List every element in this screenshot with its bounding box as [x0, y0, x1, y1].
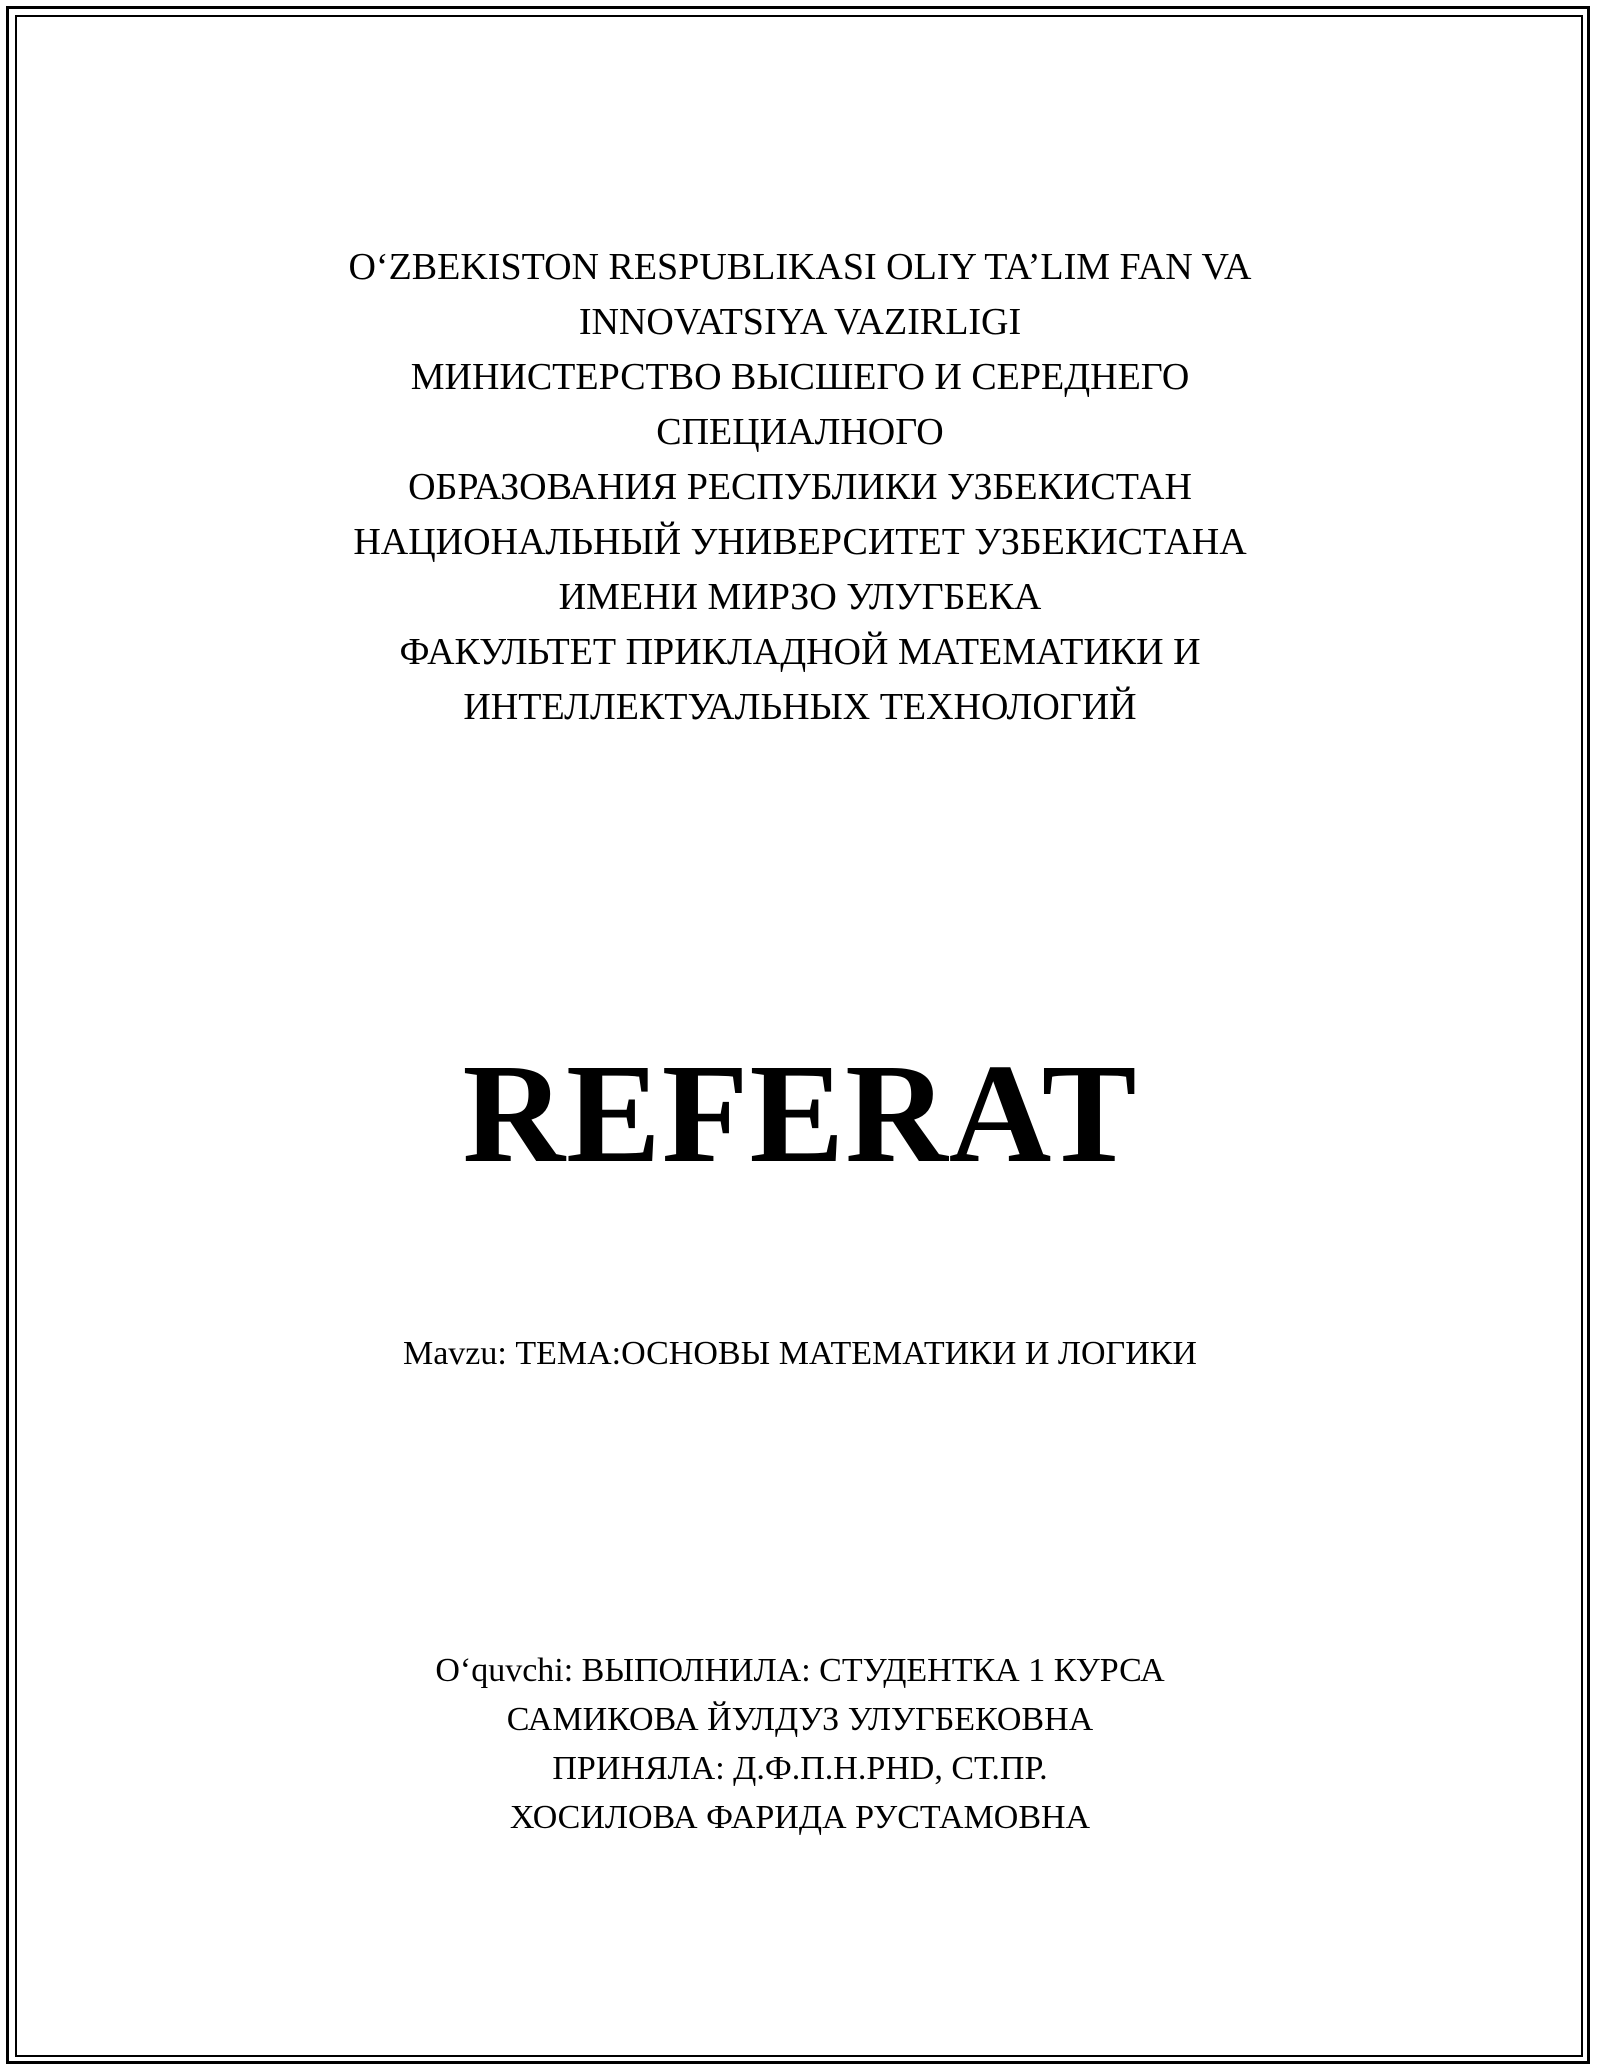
header-line: ИМЕНИ МИРЗО УЛУГБЕКА — [558, 576, 1042, 618]
author-line: ПРИНЯЛА: Д.Ф.П.Н.PHD, СТ.ПР. — [552, 1750, 1048, 1787]
header-line: ИНТЕЛЛЕКТУАЛЬНЫХ ТЕХНОЛОГИЙ — [463, 686, 1137, 728]
header-line: МИНИСТЕРСТВО ВЫСШЕГО И СЕРЕДНЕГО — [410, 356, 1190, 398]
header-line: НАЦИОНАЛЬНЫЙ УНИВЕРСИТЕТ УЗБЕКИСТАНА — [353, 521, 1247, 563]
document-title: REFERAT — [462, 1034, 1138, 1192]
header-line: ФАКУЛЬТЕТ ПРИКЛАДНОЙ МАТЕМАТИКИ И — [399, 631, 1201, 673]
header-line: СПЕЦИАЛНОГО — [656, 411, 944, 453]
institution-header — [0, 240, 1600, 735]
header-line: O‘ZBEKISTON RESPUBLIKASI OLIY TA’LIM FAN VA — [348, 246, 1252, 288]
author-line: САМИКОВА ЙУЛДУЗ УЛУГБЕКОВНА — [506, 1701, 1094, 1738]
author-line: ХОСИЛОВА ФАРИДА РУСТАМОВНА — [509, 1799, 1091, 1836]
author-line: O‘quvchi: ВЫПОЛНИЛА: СТУДЕНТКА 1 КУРСА — [435, 1652, 1165, 1689]
topic-line: Mavzu: ТЕМА:ОСНОВЫ МАТЕМАТИКИ И ЛОГИКИ — [402, 1335, 1197, 1372]
header-line: ОБРАЗОВАНИЯ РЕСПУБЛИКИ УЗБЕКИСТАН — [408, 466, 1192, 508]
author-block — [0, 1646, 1600, 1842]
header-line: INNOVATSIYA VAZIRLIGI — [578, 301, 1022, 343]
